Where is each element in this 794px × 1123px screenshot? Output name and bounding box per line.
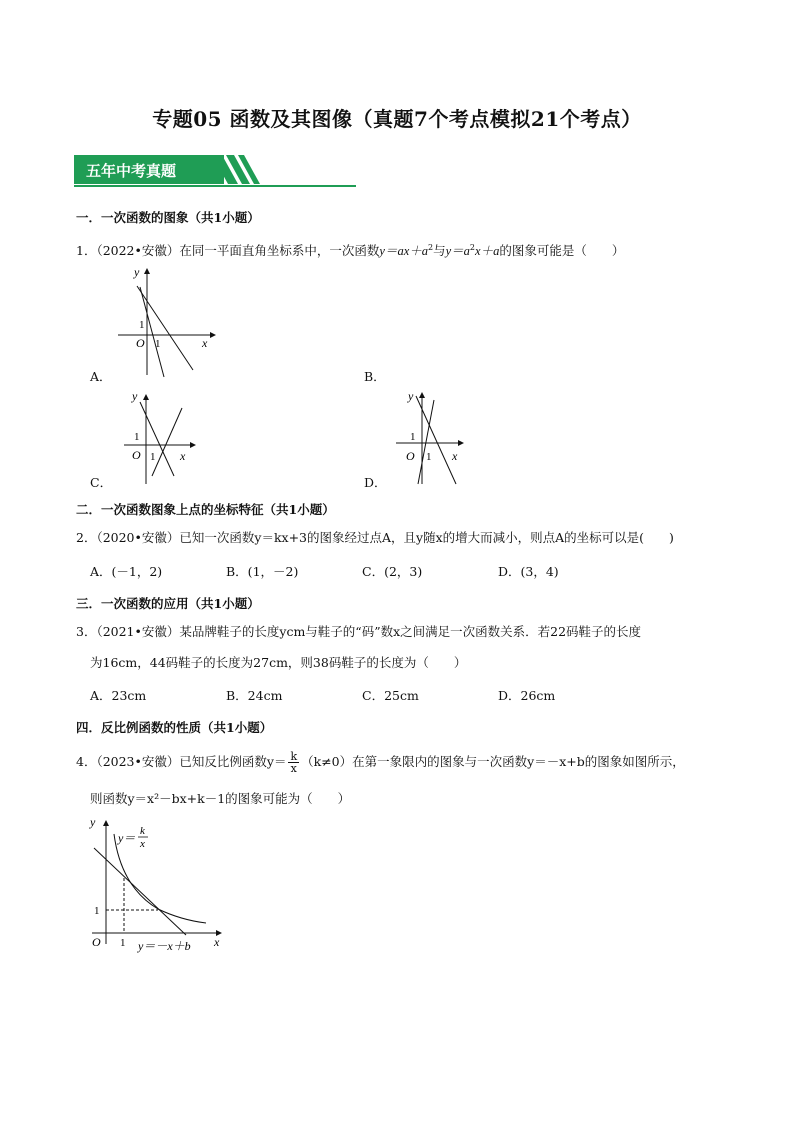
- q1-formula-1: y＝ax＋a: [379, 244, 428, 259]
- q4-stem-part-2: （k≠0）在第一象限内的图象与一次函数y＝－x+b的图象如图所示，: [301, 754, 685, 769]
- origin-label: O: [406, 449, 415, 463]
- section-heading-3: 三．一次函数的应用（共1小题）: [76, 596, 260, 611]
- q1-option-d[interactable]: D．: [364, 475, 387, 490]
- q3-option-d[interactable]: D．26cm: [498, 688, 556, 703]
- y-one-label: 1: [139, 319, 145, 331]
- q1-option-c[interactable]: C．: [90, 475, 113, 490]
- q1-formula-2b: x＋a: [475, 244, 500, 259]
- q4-stem-part-1: 4．（2023•安徽）已知反比例函数y＝: [76, 754, 287, 769]
- q4-fraction: [288, 751, 299, 774]
- curve-label-numerator: k: [140, 825, 145, 837]
- axis-x-label: x: [180, 449, 186, 463]
- section-heading-1: 一．一次函数的图象（共1小题）: [76, 210, 260, 225]
- y-one-label: 1: [410, 431, 416, 443]
- section-heading-4: 四．反比例函数的性质（共1小题）: [76, 720, 273, 735]
- section-heading-2: 二．一次函数图象上点的坐标特征（共1小题）: [76, 502, 335, 517]
- q4-fraction-denominator: x: [290, 762, 297, 775]
- q1-graph-d: [396, 386, 476, 488]
- axis-y-label: y: [134, 265, 140, 279]
- q1-suffix: 的图象可能是（ ）: [499, 243, 625, 259]
- x-one-label: 1: [155, 338, 161, 350]
- axis-x-label: x: [452, 449, 458, 463]
- q4-fraction-numerator: k: [290, 750, 298, 763]
- q1-prefix: 1．（2022•安徽）在同一平面直角坐标系中，一次函数: [76, 243, 380, 259]
- axis-y-label: y: [90, 815, 96, 829]
- question-2-stem: 2．（2020•安徽）已知一次函数y＝kx+3的图象经过点A，且y随x的增大而减小，则点A的坐标可以是( ): [76, 530, 674, 545]
- curve-label: y＝: [118, 831, 136, 845]
- q2-option-b[interactable]: B．(1，－2): [226, 564, 299, 579]
- x-one-label: 1: [120, 937, 126, 949]
- axis-x-label: x: [202, 336, 208, 350]
- q1-formula-2: y＝a: [445, 244, 470, 259]
- question-1-stem: 1．（2022•安徽）在同一平面直角坐标系中，一次函数$y=ax+a^2$与$y=a^2x+a$的图象可能是（ ）: [76, 243, 625, 259]
- section-banner: [74, 155, 356, 187]
- q3-option-c[interactable]: C．25cm: [362, 688, 419, 703]
- q3-option-b[interactable]: B．24cm: [226, 688, 283, 703]
- banner-underline: [74, 185, 356, 187]
- axis-x-label: x: [214, 935, 220, 949]
- y-one-label: 1: [134, 431, 140, 443]
- curve-label-denominator: x: [140, 838, 145, 850]
- q4-graph: [86, 812, 236, 954]
- origin-label: O: [92, 935, 101, 949]
- q2-option-a[interactable]: A．(－1，2): [90, 564, 163, 579]
- question-4-stem-line-1: [76, 750, 685, 774]
- question-3-stem-line-2: 为16cm，44码鞋子的长度为27cm，则38码鞋子的长度为（ ）: [90, 655, 467, 670]
- q1-mid: 与: [433, 243, 446, 259]
- page-title: 专题05 函数及其图像（真题7个考点模拟21个考点）: [152, 107, 642, 131]
- origin-label: O: [132, 448, 141, 462]
- q1-option-a[interactable]: A．: [90, 369, 112, 384]
- q2-option-d[interactable]: D．(3，4): [498, 564, 559, 579]
- x-one-label: 1: [426, 451, 432, 463]
- q1-graph-a: [110, 262, 220, 380]
- axis-y-label: y: [132, 389, 138, 403]
- question-3-stem-line-1: 3．（2021•安徽）某品牌鞋子的长度ycm与鞋子的“码”数x之间满足一次函数关系．若22码鞋子的长度: [76, 624, 642, 639]
- line-label: y＝－x＋b: [138, 939, 191, 953]
- q2-option-c[interactable]: C．(2，3): [362, 564, 423, 579]
- q1-graph-c: [122, 388, 202, 488]
- origin-label: O: [136, 336, 145, 350]
- banner-label: 五年中考真题: [86, 162, 177, 180]
- x-one-label: 1: [150, 451, 156, 463]
- question-4-stem-line-2: 则函数y＝x²－bx+k－1的图象可能为（ ）: [90, 791, 351, 806]
- q1-option-b[interactable]: B．: [364, 369, 386, 384]
- banner-stripes-icon: [212, 155, 262, 185]
- y-one-label: 1: [94, 905, 100, 917]
- q3-option-a[interactable]: A．23cm: [90, 688, 147, 703]
- axis-y-label: y: [408, 389, 414, 403]
